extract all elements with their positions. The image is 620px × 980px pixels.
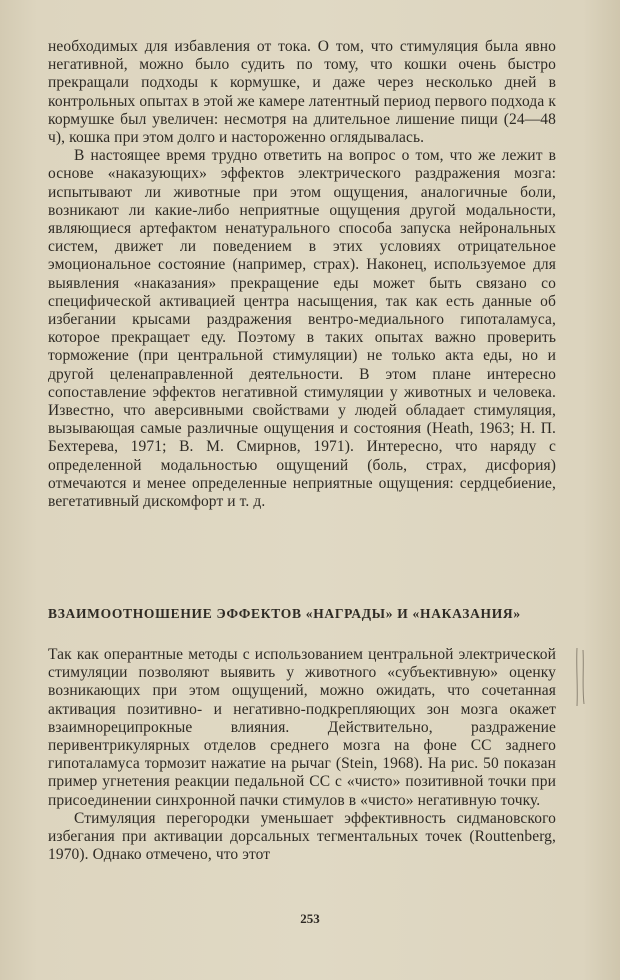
section-heading: ВЗАИМООТНОШЕНИЕ ЭФФЕКТОВ «НАГРАДЫ» И «НАКАЗАНИЯ» — [48, 606, 521, 621]
paragraph-punishment-effects: В настоящее время трудно ответить на вопрос о том, что же лежит в основе «наказующих» эффектов электрического раздражения мозга: испытывают ли животные при этом ощущения, аналогичные боли, возникают ли какие-либо неприятные ощущения другой модальности, являющиеся артефактом ненатурального способа запуска нейрональных систем, движет ли поведением в этих условиях отрицательное эмоциональное состояние (например, страх). Наконец, используемое для выявления «наказания» прекращение еды может быть связано со специфической активацией центра насыщения, так как есть данные об избегании крысами раздражения вентро-медиального гипоталамуса, которое прекращает еду. Поэтому в таких опытах важно проверить торможение (при центральной стимуляции) не только акта еды, но и другой целенаправленной деятельности. В этом плане интересно сопоставление эффектов негативной стимуляции у животных и человека. Известно, что аверсивными свойствами у людей обладает стимуляция, вызывающая самые различные ощущения и состояния (Heath, 1963; Н. П. Бехтерева, 1971; В. М. Смирнов, 1971). Интересно, что наряду с определенной модальностью ощущений (боль, страх, дисфория) отмечаются и менее определенные неприятные ощущения: сердцебиение, вегетативный дискомфорт и т. д. — [48, 147, 556, 511]
paragraph-operant-methods: Так как оперантные методы с использованием центральной электрической стимуляции позволяют выявить у животного «субъективную» оценку возникающих при этом ощущений, можно ожидать, что сочетанная активация позитивно- и негативно-подкрепляющих зон мозга окажет взаимнореципрокные влияния. Действительно, раздражение перивентрикулярных отделов среднего мозга на фоне СС заднего гипоталамуса тормозит нажатие на рычаг (Stein, 1968). На рис. 50 показан пример угнетения реакции педальной СС с «чисто» позитивной точки при присоединении синхронной пачки стимулов в «чисто» негативную точку. — [48, 646, 556, 809]
body-text-bottom — [48, 646, 556, 864]
pencil-margin-mark — [574, 646, 588, 708]
body-text-top — [48, 38, 556, 511]
paragraph-continuation: необходимых для избавления от тока. О том, что стимуляция была явно негативной, можно было судить по тому, что кошки очень быстро прекращали подходы к кормушке, и даже через несколько дней в контрольных опытах в этой же камере латентный период первого подхода к кормушке был увеличен: несмотря на длительное лишение пищи (24—48 ч), кошка при этом долго и настороженно оглядывалась. — [48, 38, 556, 147]
paragraph-septum-stimulation: Стимуляция перегородки уменьшает эффективность сидмановского избегания при активации дорсальных тегментальных точек (Routtenberg, 1970). Однако отмечено, что этот — [48, 809, 556, 864]
page-number: 253 — [300, 911, 320, 926]
